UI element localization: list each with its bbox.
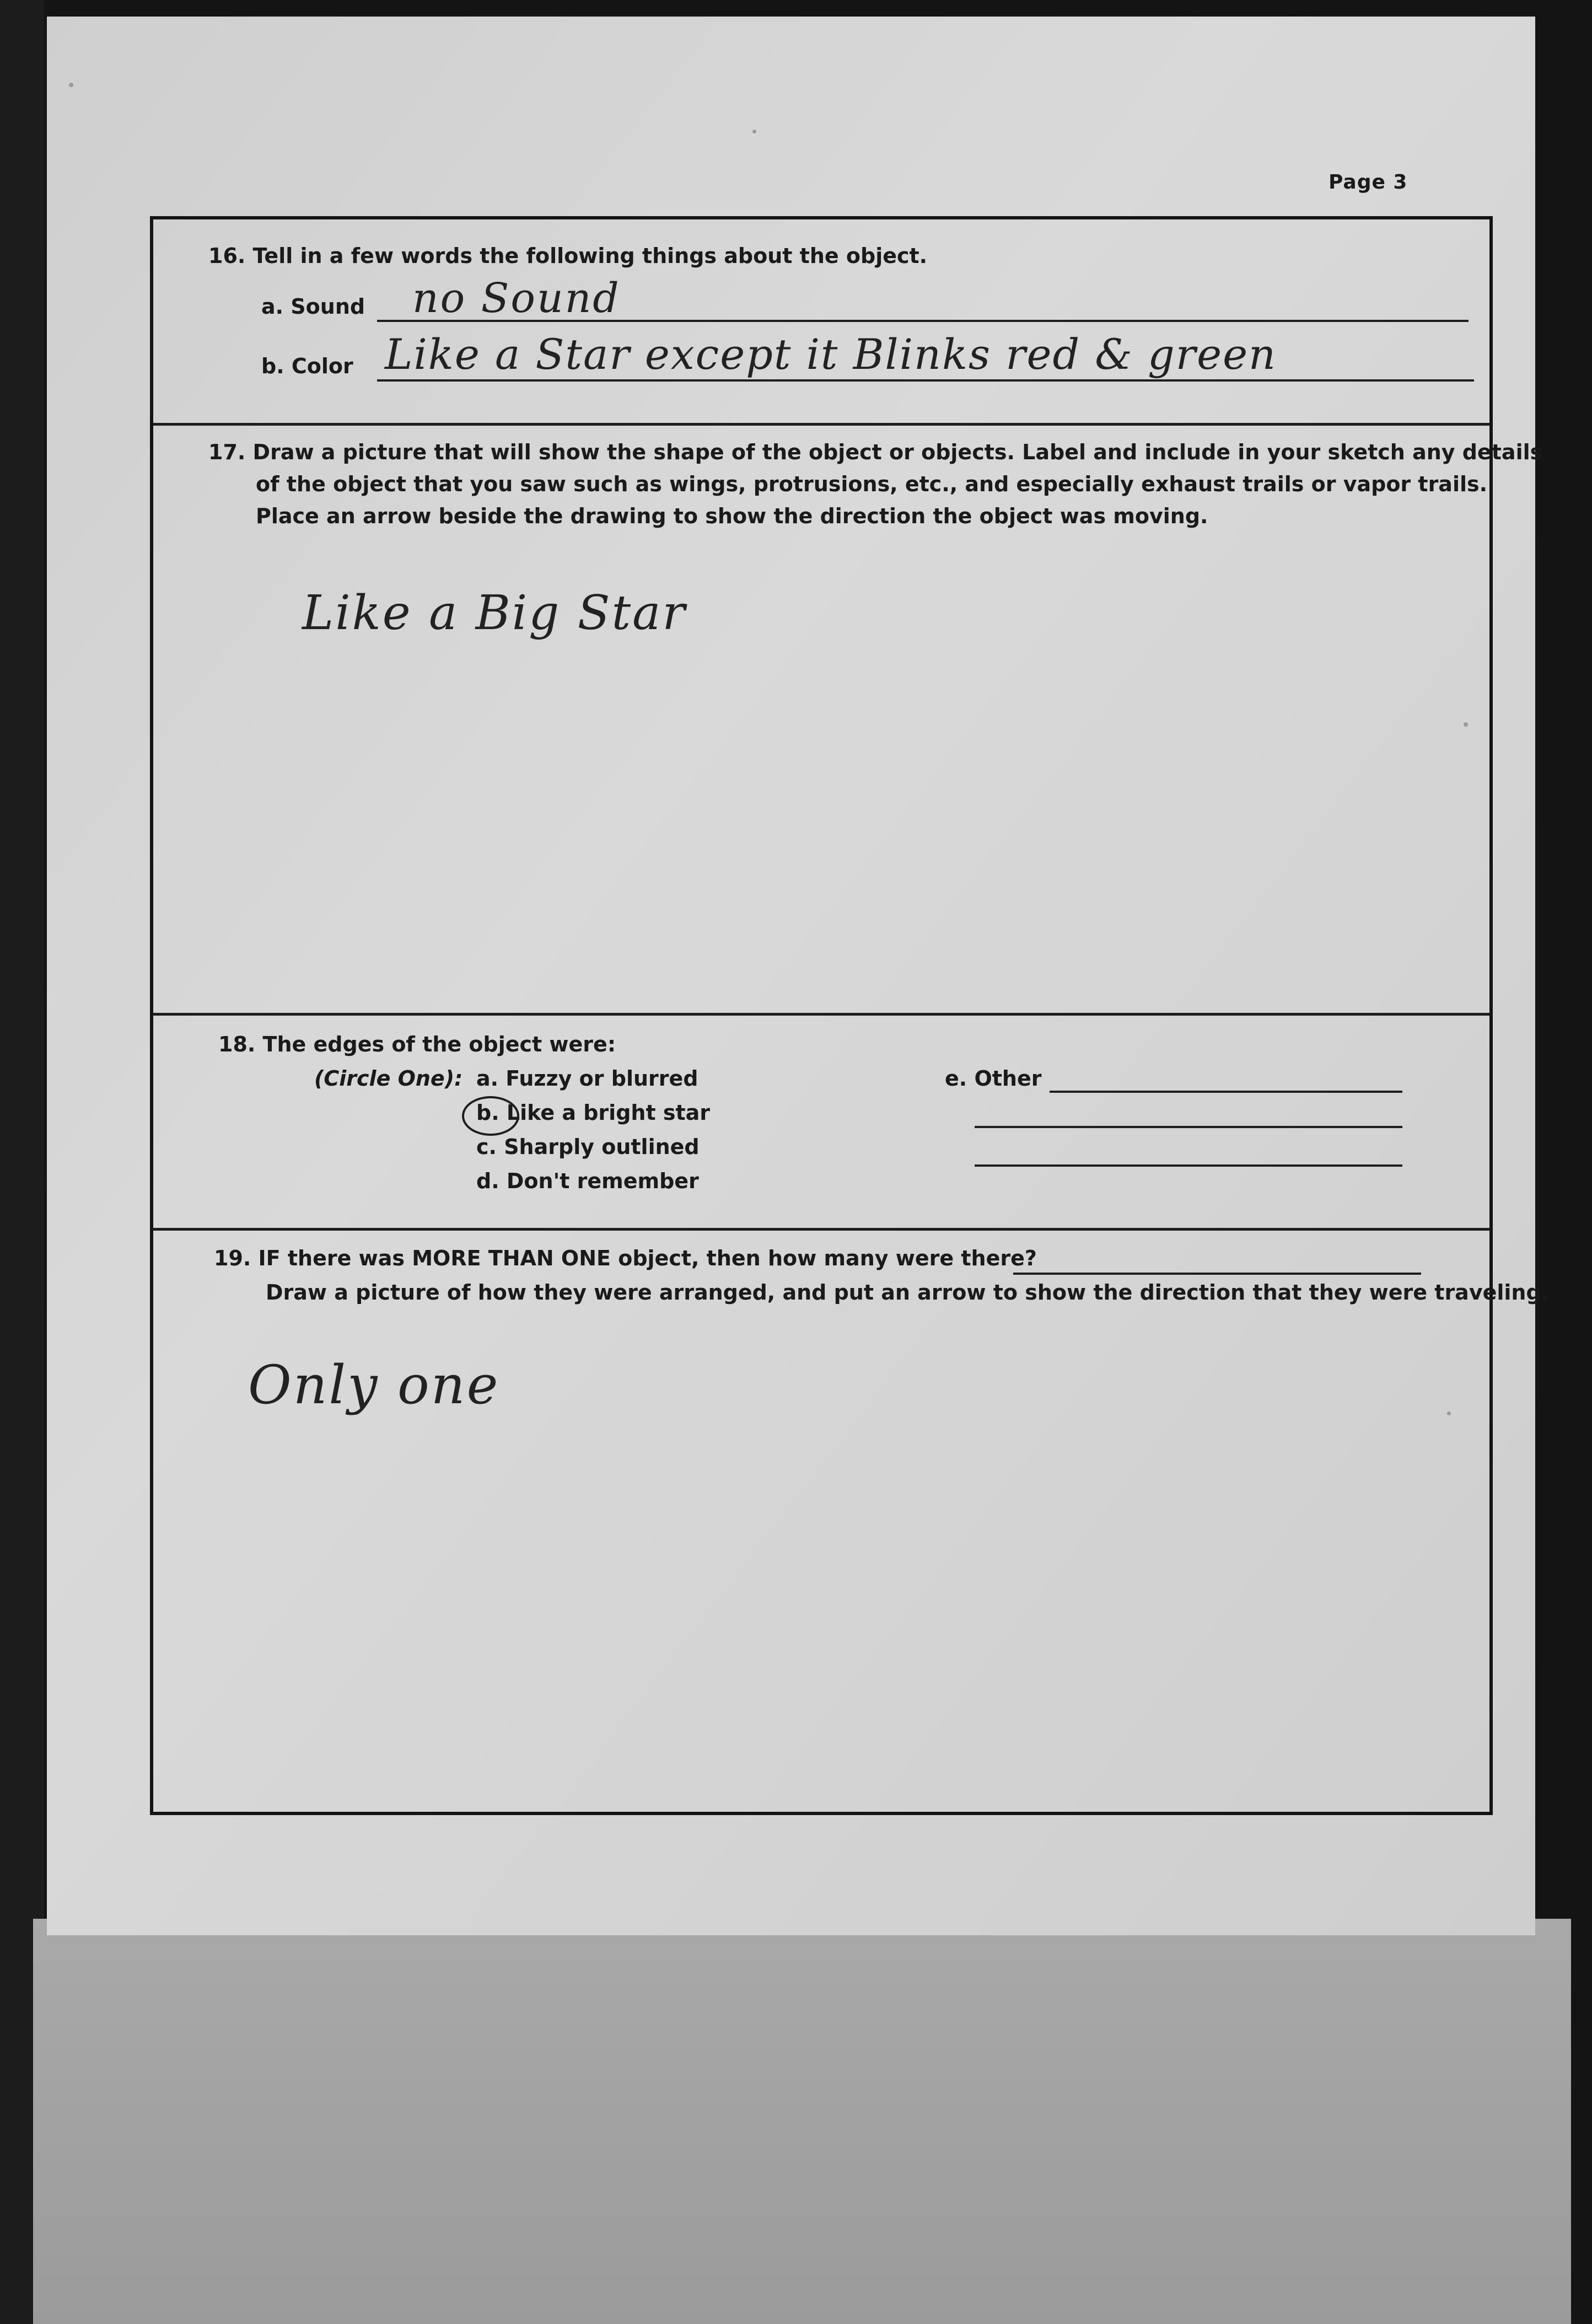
sound-answer: no Sound <box>412 275 621 322</box>
object-count-line[interactable] <box>1013 1273 1421 1275</box>
edge-option-a[interactable]: a. Fuzzy or blurred <box>476 1066 698 1091</box>
sound-label: a. Sound <box>261 294 365 319</box>
questionnaire-box <box>150 216 1550 1815</box>
edge-option-c[interactable]: c. Sharply outlined <box>476 1135 700 1159</box>
underlying-sheet <box>33 1919 1571 2324</box>
question-18-section <box>153 1016 1489 1231</box>
question-16-prompt: 16. Tell in a few words the following things about the object. <box>208 244 928 268</box>
color-answer-line <box>377 379 1474 382</box>
edge-option-b[interactable]: b. Like a bright star <box>476 1101 711 1125</box>
page-number: Page 3 <box>1329 171 1408 194</box>
question-16-section <box>153 219 1489 426</box>
arrangement-sketch-answer: Only one <box>248 1354 500 1416</box>
circle-one-instruction: (Circle One): <box>314 1066 463 1091</box>
color-answer: Like a Star except it Blinks red & green <box>385 330 1277 379</box>
question-19-line-2: Draw a picture of how they were arranged, and put an arrow to show the direction that they were traveling. <box>266 1280 1550 1305</box>
paper-speck <box>752 130 756 133</box>
question-18-prompt: 18. The edges of the object were: <box>218 1032 616 1056</box>
question-17-section <box>153 426 1543 1016</box>
other-line-3[interactable] <box>975 1164 1402 1167</box>
question-19-section <box>153 1231 1550 1812</box>
other-line-2[interactable] <box>975 1126 1402 1128</box>
other-line-1[interactable] <box>1050 1091 1402 1093</box>
shape-sketch-answer: Like a Big Star <box>302 586 687 641</box>
edge-option-e-other[interactable]: e. Other <box>945 1066 1042 1091</box>
edge-option-d[interactable]: d. Don't remember <box>476 1169 699 1193</box>
question-17-line-2: of the object that you saw such as wings, protrusions, etc., and especially exhaust trails or vapor trails. <box>256 472 1488 496</box>
color-label: b. Color <box>261 354 353 378</box>
question-17-line-1: 17. Draw a picture that will show the shape of the object or objects. Label and include in your sketch any details <box>208 440 1543 464</box>
question-19-line-1: 19. IF there was MORE THAN ONE object, then how many were there? <box>214 1246 1037 1270</box>
question-17-line-3: Place an arrow beside the drawing to show the direction the object was moving. <box>256 504 1208 528</box>
paper-speck <box>69 83 73 87</box>
selected-option-circle <box>462 1096 519 1136</box>
